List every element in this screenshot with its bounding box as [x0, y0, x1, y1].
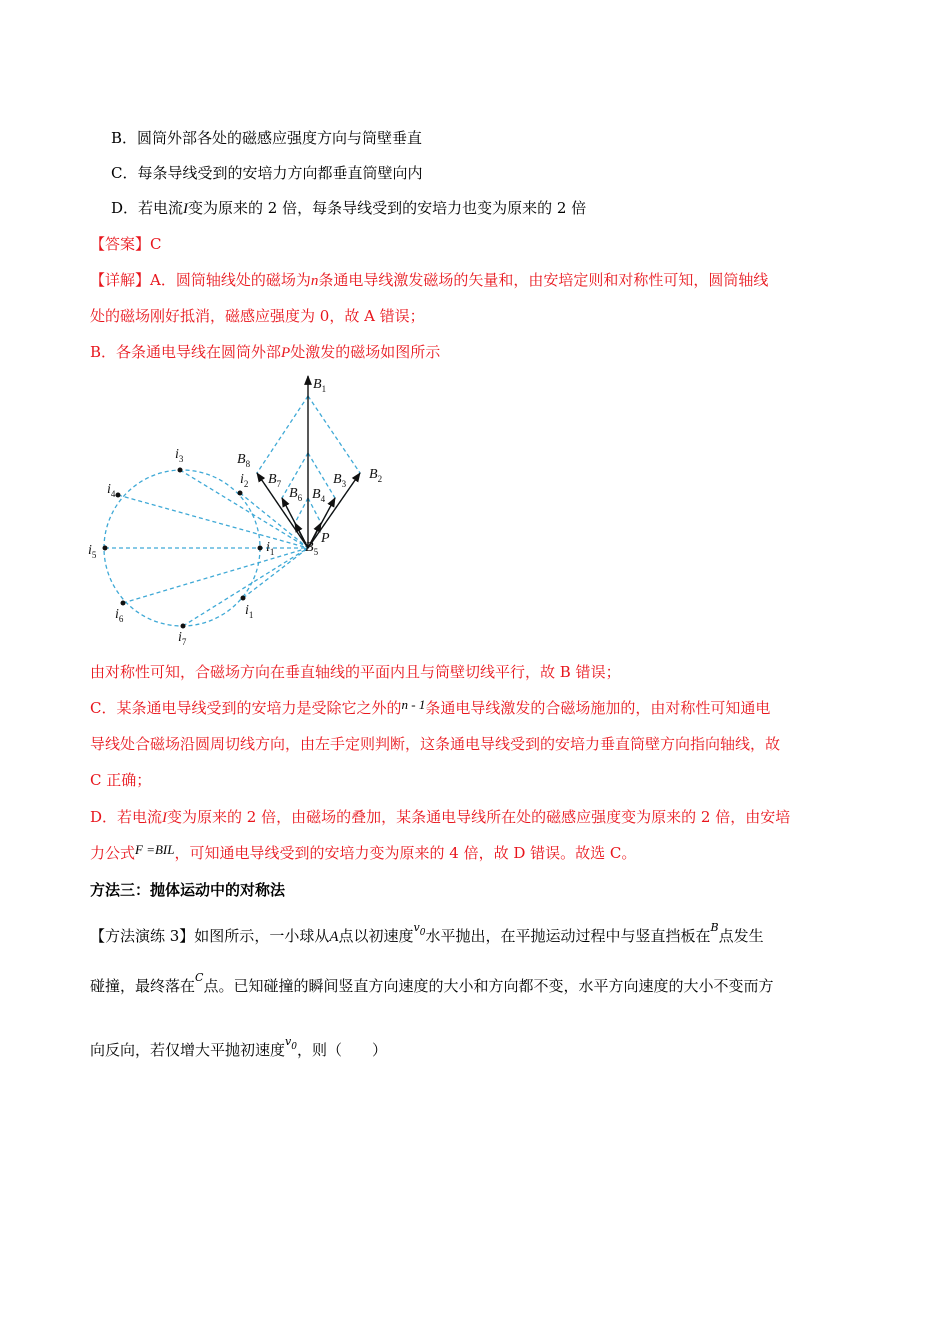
option-c-text: C．每条导线受到的安培力方向都垂直筒壁向内: [111, 164, 423, 182]
answer: [90, 234, 161, 254]
option-d-pre: D．若电流: [111, 199, 184, 217]
q1d: 点发生: [718, 927, 764, 945]
detail-p3p: P: [281, 345, 291, 361]
option-d-post: 变为原来的 2 倍，每条导线受到的安培力也变为原来的 2 倍: [188, 199, 587, 217]
ampere-force-formula: F =BIL: [135, 842, 175, 857]
q1b: 点以初速度: [338, 927, 414, 945]
method3-question-line-3: [90, 1035, 387, 1063]
detail-p8i: I: [162, 810, 168, 826]
svg-text:i7: $i_7$: [178, 630, 187, 647]
detail-p4: 由对称性可知，合磁场方向在垂直轴线的平面内且与筒壁切线平行，故 B 错误；: [90, 663, 621, 681]
q1a: 【方法演练 3】如图所示，一小球从: [90, 927, 330, 945]
detail-p7: C 正确；: [90, 771, 152, 789]
field-vectors: [257, 376, 360, 548]
svg-text:i4: $i_4$: [107, 482, 116, 499]
q3b: ，则（ ）: [296, 1041, 387, 1059]
detail-p1b: 条通电导线激发磁场的矢量和，由安培定则和对称性可知，圆筒轴线: [318, 271, 769, 289]
detail-p5a: C．某条通电导线受到的安培力是受除它之外的: [90, 699, 402, 717]
svg-text:B3: $B_3$: [333, 472, 347, 489]
svg-text:B2: $B_2$: [369, 467, 383, 484]
svg-text:i1: $i_1$: [266, 540, 275, 557]
detail-line-1: [90, 270, 768, 291]
q2b: 点。已知碰撞的瞬间竖直方向速度的大小和方向都不变，水平方向速度的大小不变而方: [203, 977, 774, 995]
option-d-var: I: [183, 201, 189, 217]
svg-text:i5: $i_5$: [88, 543, 97, 560]
option-d: [111, 198, 586, 219]
q1-v0: v0: [413, 921, 426, 938]
detail-line-6: [90, 734, 780, 754]
method3-question-line-1: [90, 921, 764, 949]
q1c: 水平抛出，在平抛运动过程中与竖直挡板在: [425, 927, 711, 945]
method3-heading-text: 方法三：抛体运动中的对称法: [90, 881, 286, 899]
option-b: [111, 128, 422, 148]
magnetic-field-figure: [85, 368, 385, 658]
detail-p3b: 处激发的磁场如图所示: [290, 343, 441, 361]
svg-text:B8: $B_8$: [237, 452, 251, 469]
answer-text: 【答案】C: [90, 235, 162, 253]
svg-text:i1: $i_1$: [245, 603, 254, 620]
dashed-construction: [104, 396, 360, 626]
detail-line-4: [90, 662, 621, 682]
q3-v0: v0: [285, 1035, 297, 1052]
method3-heading: [90, 880, 285, 900]
detail-p9a: 力公式: [90, 844, 136, 862]
detail-line-3: [90, 342, 440, 363]
svg-text:B5: $B_5$: [305, 540, 319, 557]
option-c: [111, 163, 422, 183]
detail-p6: 导线处合磁场沿圆周切线方向，由左手定则判断，这条通电导线受到的安培力垂直筒壁方向指向轴线，故: [90, 735, 781, 753]
detail-p8b: 变为原来的 2 倍，由磁场的叠加，某条通电导线所在处的磁感应强度变为原来的 2 倍，由安培: [167, 808, 791, 826]
svg-text:B6: $B_6$: [289, 486, 303, 503]
detail-line-9: [90, 843, 636, 864]
detail-line-7: [90, 770, 151, 790]
q1-point-a: A: [329, 929, 339, 945]
detail-p5b: 条通电导线激发的合磁场施加的，由对称性可知通电: [425, 699, 771, 717]
method3-question-line-2: [90, 971, 774, 998]
detail-p3a: B．各条通电导线在圆筒外部: [90, 343, 282, 361]
q3a: 向反向，若仅增大平抛初速度: [90, 1041, 286, 1059]
detail-p1n: n: [310, 273, 319, 289]
detail-p1a: 【详解】A．圆筒轴线处的磁场为: [90, 271, 311, 289]
detail-p2: 处的磁场刚好抵消，磁感应强度为 0，故 A 错误；: [90, 307, 425, 325]
svg-text:i6: $i_6$: [115, 607, 124, 624]
q2-point-c: C: [195, 971, 204, 984]
svg-text:B1: $B_1$: [313, 377, 327, 394]
svg-text:B4: $B_4$: [312, 487, 326, 504]
detail-p9b: ，可知通电导线受到的安培力变为原来的 4 倍，故 D 错误。故选 C。: [174, 844, 637, 862]
detail-line-5: [90, 698, 770, 719]
detail-p8a: D．若电流: [90, 808, 163, 826]
q1-point-b: B: [710, 921, 719, 934]
q2a: 碰撞，最终落在: [90, 977, 196, 995]
svg-text:i3: $i_3$: [175, 447, 184, 464]
detail-line-2: [90, 306, 425, 326]
svg-text:P: P: [321, 531, 330, 546]
svg-text:B7: $B_7$: [268, 472, 282, 489]
figure-labels: [88, 377, 382, 647]
detail-p5n: n - 1: [401, 697, 426, 712]
svg-text:i2: $i_2$: [240, 472, 249, 489]
detail-line-8: [90, 807, 790, 828]
option-b-text: B．圆筒外部各处的磁感应强度方向与筒壁垂直: [111, 129, 423, 147]
vector-b8: [257, 473, 308, 548]
